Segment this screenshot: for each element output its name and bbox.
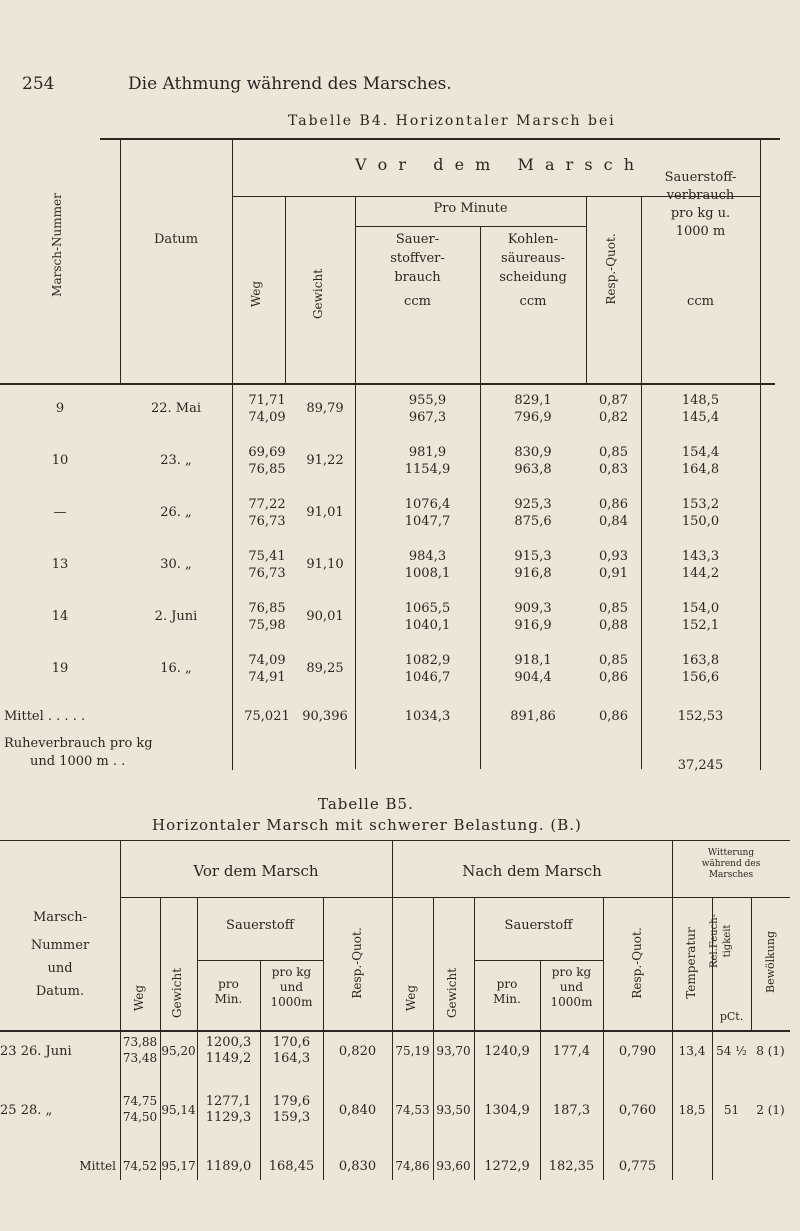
t2-row2-o2kg-1: 179,6 — [272, 1094, 311, 1109]
t2-row1-n-o2min: 1240,9 — [484, 1044, 530, 1059]
t1-row-gewicht: 89,79 — [306, 401, 344, 416]
t1-row-o2-1: 1065,5 — [404, 601, 451, 616]
t1-row-datum: 16. „ — [160, 661, 192, 676]
t2-mittel-rq: 0,830 — [338, 1159, 377, 1174]
t1-row-rq-2: 0,84 — [599, 514, 628, 529]
t2-header-n-sauerstoff: Sauerstoff — [504, 918, 573, 933]
t1-ruhe-label-1: Ruheverbrauch pro kg — [4, 736, 153, 751]
t2-row2-temp: 18,5 — [678, 1103, 706, 1117]
t1-row-co2-2: 916,8 — [514, 566, 552, 581]
t2-row2-gewicht: 95,14 — [161, 1103, 196, 1117]
t2-row2-rq: 0,840 — [338, 1103, 377, 1118]
t2-row1-nr-datum: 23 26. Juni — [0, 1044, 72, 1059]
t2-header-pct: pCt. — [719, 1010, 744, 1023]
t1-header-kg-4: 1000 m — [675, 224, 726, 239]
t1-mittel-weg: 75,021 — [244, 709, 290, 724]
t2-mittel-o2kg: 168,45 — [268, 1159, 315, 1174]
t2-mittel-weg: 74,52 — [122, 1159, 158, 1173]
t1-header-pro-minute: Pro Minute — [433, 201, 508, 216]
t1-row-gewicht: 89,25 — [306, 661, 344, 676]
t2-mittel-gewicht: 95,17 — [161, 1159, 196, 1173]
t1-row-rq-1: 0,85 — [599, 445, 628, 460]
t2-row1-temp: 13,4 — [678, 1044, 706, 1058]
t2-header-pro-min-2: Min. — [214, 992, 243, 1006]
t1-row-weg-2: 74,91 — [248, 670, 286, 685]
t2-header-n-gewicht: Gewicht — [445, 967, 459, 1019]
t2-row1-rq: 0,820 — [338, 1044, 377, 1059]
t1-row-rq-1: 0,87 — [599, 393, 628, 408]
t2-header-feuchtigkeit-1: Rel.Feuch- — [709, 914, 720, 968]
t1-row-kg-2: 152,1 — [681, 618, 720, 633]
t1-header-ccm-2: ccm — [519, 294, 547, 309]
t1-row-weg-1: 75,41 — [248, 549, 286, 564]
t1-row-datum: 2. Juni — [154, 609, 198, 624]
t2-header-resp-quot: Resp.-Quot. — [350, 927, 364, 999]
t1-row-datum: 22. Mai — [150, 401, 202, 416]
t1-row-kg-1: 163,8 — [681, 653, 720, 668]
t1-row-gewicht: 91,01 — [306, 505, 344, 520]
t1-row-weg-1: 76,85 — [248, 601, 286, 616]
t2-header-pro-kg-3: 1000m — [270, 995, 313, 1009]
t2-row2-feucht: 51 — [723, 1103, 740, 1117]
t2-row1-weg-1: 73,88 — [122, 1035, 158, 1049]
t1-header-sauerstoff-1: Sauer- — [395, 232, 440, 247]
t2-row1-weg-2: 73,48 — [122, 1051, 158, 1065]
t1-row-rq-2: 0,86 — [599, 670, 628, 685]
t1-row-gewicht: 91,10 — [306, 557, 344, 572]
t2-row1-n-gew: 93,70 — [436, 1044, 471, 1058]
t1-row-nr: 13 — [51, 557, 69, 572]
t1-row-kg-1: 154,4 — [681, 445, 720, 460]
t2-header-weg: Weg — [132, 984, 146, 1012]
t2-header-pro-kg-1: pro kg — [271, 965, 312, 979]
t1-ruhe-kg: 37,245 — [677, 758, 724, 773]
t1-header-resp-quot: Resp.-Quot. — [604, 233, 618, 305]
t1-row-rq-2: 0,82 — [599, 410, 628, 425]
t1-row-gewicht: 91,22 — [306, 453, 344, 468]
t1-header-marsch-nummer: Marsch-Nummer — [50, 193, 64, 297]
t1-row-o2-2: 1040,1 — [404, 618, 451, 633]
t2-row2-n-rq: 0,760 — [618, 1103, 657, 1118]
t1-row-gewicht: 90,01 — [306, 609, 344, 624]
table1-caption: Tabelle B4. Horizontaler Marsch bei — [288, 113, 616, 129]
t1-header-kg-3: pro kg u. — [670, 206, 731, 221]
t1-row-co2-1: 915,3 — [514, 549, 552, 564]
t2-header-n-pro-min-1: pro — [496, 977, 518, 991]
t1-row-kg-1: 143,3 — [681, 549, 720, 564]
t2-header-nach: Nach dem Marsch — [462, 862, 602, 880]
t2-row1-o2kg-2: 164,3 — [272, 1051, 311, 1066]
t1-row-weg-1: 74,09 — [248, 653, 286, 668]
t2-header-n-pro-kg-3: 1000m — [550, 995, 593, 1009]
t2-row2-n-gew: 93,50 — [436, 1103, 471, 1117]
t1-header-kohlen-2: säureaus- — [501, 251, 565, 266]
t1-row-co2-2: 875,6 — [514, 514, 552, 529]
t1-row-o2-2: 1154,9 — [404, 462, 451, 477]
t1-row-nr: 10 — [51, 453, 69, 468]
t1-row-weg-2: 76,73 — [248, 566, 286, 581]
t1-row-o2-1: 1076,4 — [404, 497, 451, 512]
t2-mittel-n-o2kg: 182,35 — [548, 1159, 595, 1174]
t1-row-kg-2: 144,2 — [681, 566, 720, 581]
t1-row-co2-1: 829,1 — [514, 393, 552, 408]
t2-header-mn-2: Nummer — [30, 938, 90, 953]
t2-row1-gewicht: 95,20 — [161, 1044, 196, 1058]
t1-row-datum: 30. „ — [160, 557, 192, 572]
t1-row-kg-1: 154,0 — [681, 601, 720, 616]
t2-header-temperatur: Temperatur — [684, 927, 698, 999]
t1-header-gewicht: Gewicht — [311, 268, 325, 320]
t1-mittel-label: Mittel . . . . . — [4, 709, 86, 724]
t2-header-feuchtigkeit-2: tigkeit — [722, 924, 733, 958]
t1-header-kohlen-1: Kohlen- — [507, 232, 559, 247]
t2-header-mn-3: und — [47, 961, 73, 976]
t2-mittel-n-gew: 93,60 — [436, 1159, 471, 1173]
t1-ruhe-label-2: und 1000 m . . — [30, 754, 126, 769]
t2-header-n-weg: Weg — [404, 984, 418, 1012]
t2-header-n-pro-min-2: Min. — [493, 992, 521, 1006]
t1-mittel-o2: 1034,3 — [404, 709, 451, 724]
t1-row-rq-2: 0,91 — [599, 566, 628, 581]
t2-header-sauerstoff: Sauerstoff — [226, 918, 294, 933]
t2-header-witterung-3: Marsches — [708, 870, 754, 880]
t2-header-pro-kg-2: und — [279, 980, 304, 994]
t1-row-o2-2: 1047,7 — [404, 514, 451, 529]
t2-mittel-n-o2min: 1272,9 — [484, 1159, 530, 1174]
t1-row-weg-1: 69,69 — [248, 445, 286, 460]
t1-row-weg-2: 76,73 — [248, 514, 286, 529]
table2-caption-1: Tabelle B5. — [318, 795, 414, 813]
t2-row2-o2min-1: 1277,1 — [205, 1094, 252, 1109]
t1-row-o2-2: 967,3 — [408, 410, 447, 425]
t1-row-o2-1: 1082,9 — [404, 653, 451, 668]
t1-row-rq-2: 0,88 — [599, 618, 628, 633]
t2-header-n-resp-quot: Resp.-Quot. — [630, 927, 644, 999]
t1-mittel-gewicht: 90,396 — [302, 709, 348, 724]
t2-row1-o2min-2: 1149,2 — [205, 1051, 252, 1066]
t2-row2-nr-datum: 25 28. „ — [0, 1103, 53, 1118]
t1-row-co2-1: 830,9 — [514, 445, 552, 460]
t1-row-weg-1: 71,71 — [248, 393, 286, 408]
t2-row1-feucht: 54 ½ — [716, 1044, 747, 1058]
t2-row1-n-weg: 75,19 — [395, 1044, 430, 1058]
t1-row-co2-1: 925,3 — [514, 497, 552, 512]
t2-header-gewicht: Gewicht — [170, 967, 184, 1019]
t1-row-co2-1: 909,3 — [514, 601, 552, 616]
t1-header-sauerstoff-2: stoffver- — [390, 251, 445, 266]
table2-caption-2: Horizontaler Marsch mit schwerer Belastung. (B.) — [152, 816, 582, 834]
t1-header-vor-dem-marsch: V o r d e m M a r s c h — [354, 155, 638, 174]
t1-header-ccm-3: ccm — [687, 294, 714, 309]
t1-row-o2-1: 955,9 — [408, 393, 447, 408]
t2-header-mn-1: Marsch- — [33, 910, 87, 925]
t1-row-nr: 14 — [51, 609, 69, 624]
t1-row-rq-1: 0,86 — [599, 497, 628, 512]
t2-header-n-pro-kg-1: pro kg — [551, 965, 592, 979]
t1-row-weg-2: 76,85 — [248, 462, 286, 477]
t2-header-witterung-2: während des — [701, 859, 761, 869]
t2-mittel-n-rq: 0,775 — [618, 1159, 657, 1174]
t1-row-o2-2: 1008,1 — [404, 566, 451, 581]
t1-row-o2-1: 981,9 — [408, 445, 447, 460]
t1-mittel-kg: 152,53 — [677, 709, 724, 724]
t1-row-co2-2: 963,8 — [514, 462, 552, 477]
t1-row-datum: 26. „ — [160, 505, 192, 520]
t1-header-kg-1: Sauerstoff- — [664, 170, 737, 185]
t1-row-rq-1: 0,85 — [599, 601, 628, 616]
t2-header-n-pro-kg-2: und — [559, 980, 584, 994]
t2-row1-bew: 8 (1) — [756, 1044, 785, 1058]
t1-row-co2-2: 904,4 — [514, 670, 552, 685]
t1-row-kg-2: 164,8 — [681, 462, 720, 477]
t1-row-o2-2: 1046,7 — [404, 670, 451, 685]
t1-header-datum: Datum — [153, 232, 199, 247]
t1-header-kg-2: verbrauch — [666, 188, 735, 203]
t2-header-witterung-1: Witterung — [707, 848, 755, 858]
t1-row-rq-2: 0,83 — [599, 462, 628, 477]
t1-row-weg-2: 75,98 — [248, 618, 286, 633]
t1-row-kg-2: 150,0 — [681, 514, 720, 529]
page-number: 254 — [22, 74, 55, 94]
t1-row-weg-1: 77,22 — [248, 497, 286, 512]
t1-row-o2-1: 984,3 — [408, 549, 447, 564]
t1-row-nr: 9 — [55, 401, 65, 416]
t1-row-kg-2: 145,4 — [681, 410, 720, 425]
t1-header-sauerstoff-3: brauch — [394, 270, 441, 285]
t2-row1-o2kg-1: 170,6 — [272, 1035, 311, 1050]
t1-header-ccm-1: ccm — [404, 294, 431, 309]
t1-row-nr: — — [53, 505, 67, 520]
t2-row1-n-rq: 0,790 — [618, 1044, 657, 1059]
t1-row-weg-2: 74,09 — [248, 410, 286, 425]
t1-row-co2-1: 918,1 — [514, 653, 552, 668]
t1-row-kg-1: 148,5 — [681, 393, 720, 408]
t2-row1-n-o2kg: 177,4 — [552, 1044, 591, 1059]
t2-mittel-n-weg: 74,86 — [395, 1159, 430, 1173]
t2-row2-n-o2kg: 187,3 — [552, 1103, 591, 1118]
t2-row2-weg-2: 74,50 — [122, 1110, 158, 1124]
t1-row-rq-1: 0,93 — [599, 549, 628, 564]
t2-row2-n-o2min: 1304,9 — [484, 1103, 530, 1118]
t1-row-kg-2: 156,6 — [681, 670, 720, 685]
t2-header-vor: Vor dem Marsch — [193, 862, 319, 880]
running-head: Die Athmung während des Marsches. — [128, 74, 452, 94]
t2-header-pro-min-1: pro — [218, 977, 239, 991]
t1-row-kg-1: 153,2 — [681, 497, 720, 512]
t1-row-rq-1: 0,85 — [599, 653, 628, 668]
t2-row2-n-weg: 74,53 — [395, 1103, 430, 1117]
t2-header-bewoelkung: Bewölkung — [764, 930, 777, 994]
t2-row2-bew: 2 (1) — [756, 1103, 785, 1117]
t1-mittel-rq: 0,86 — [599, 709, 628, 724]
t2-row1-o2min-1: 1200,3 — [205, 1035, 252, 1050]
t2-header-mn-4: Datum. — [35, 984, 85, 999]
t1-header-weg: Weg — [249, 280, 263, 308]
t1-header-kohlen-3: scheidung — [499, 270, 567, 285]
t2-row2-o2kg-2: 159,3 — [272, 1110, 311, 1125]
t2-row2-weg-1: 74,75 — [122, 1094, 158, 1108]
t2-mittel-o2min: 1189,0 — [205, 1159, 252, 1174]
t1-row-co2-2: 796,9 — [514, 410, 552, 425]
t2-mittel-label: Mittel — [79, 1159, 116, 1173]
t1-row-datum: 23. „ — [160, 453, 192, 468]
t1-row-co2-2: 916,9 — [514, 618, 552, 633]
t1-row-nr: 19 — [51, 661, 69, 676]
t1-mittel-co2: 891,86 — [510, 709, 556, 724]
t2-row2-o2min-2: 1129,3 — [205, 1110, 252, 1125]
